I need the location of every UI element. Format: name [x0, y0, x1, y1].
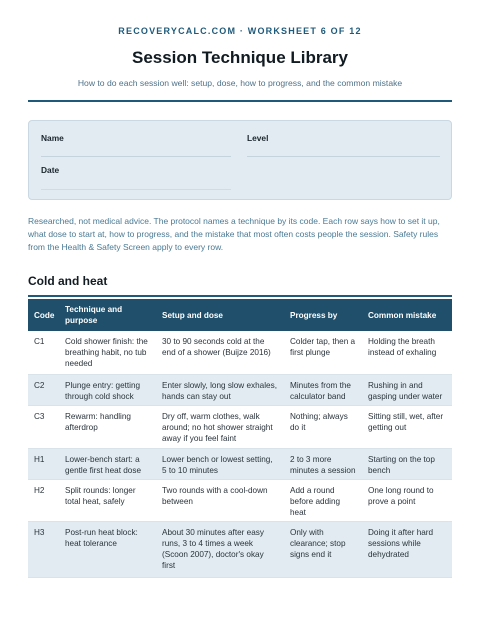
technique-table: [28, 299, 452, 578]
level-field[interactable]: [247, 156, 440, 157]
row-technique: Split rounds: longer total heat, safely: [59, 479, 156, 521]
row-setup: About 30 minutes after easy runs, 3 to 4 times a week (Scoon 2007), doctor's okay first: [156, 521, 284, 577]
row-setup: Lower bench or lowest setting, 5 to 10 minutes: [156, 448, 284, 479]
name-label: Name: [41, 133, 64, 143]
table-row: [28, 521, 452, 577]
row-code: C2: [28, 374, 59, 405]
col-header-technique: Technique and purpose: [59, 299, 156, 331]
table-header-row: [28, 299, 452, 331]
row-mistake: Holding the breath instead of exhaling: [362, 331, 452, 374]
row-code: H1: [28, 448, 59, 479]
row-progress: Nothing; always do it: [284, 405, 362, 448]
col-header-mistake: Common mistake: [362, 299, 452, 331]
section-divider: [28, 295, 452, 297]
row-progress: Minutes from the calculator band: [284, 374, 362, 405]
table-row: [28, 448, 452, 479]
row-progress: Colder tap, then a first plunge: [284, 331, 362, 374]
row-setup: 30 to 90 seconds cold at the end of a shower (Buijze 2016): [156, 331, 284, 374]
worksheet-fields: [28, 120, 452, 200]
row-mistake: Sitting still, wet, after getting out: [362, 405, 452, 448]
row-mistake: Starting on the top bench: [362, 448, 452, 479]
level-label: Level: [247, 133, 269, 143]
row-code: H3: [28, 521, 59, 577]
row-setup: Dry off, warm clothes, walk around; no hot shower straight away if you feel faint: [156, 405, 284, 448]
row-mistake: Rushing in and gasping under water: [362, 374, 452, 405]
row-mistake: Doing it after hard sessions while dehydrated: [362, 521, 452, 577]
row-setup: Enter slowly, long slow exhales, hands can stay out: [156, 374, 284, 405]
row-technique: Cold shower finish: the breathing habit, no tub needed: [59, 331, 156, 374]
table-row: [28, 479, 452, 521]
header-divider: [28, 100, 452, 102]
row-progress: 2 to 3 more minutes a session: [284, 448, 362, 479]
row-code: C3: [28, 405, 59, 448]
row-technique: Rewarm: handling afterdrop: [59, 405, 156, 448]
worksheet-eyebrow: RECOVERYCALC.COM · WORKSHEET 6 OF 12: [118, 26, 362, 36]
row-mistake: One long round to prove a point: [362, 479, 452, 521]
section-heading: Cold and heat: [28, 274, 108, 288]
row-technique: Post-run heat block: heat tolerance: [59, 521, 156, 577]
table-row: [28, 405, 452, 448]
date-label: Date: [41, 165, 60, 175]
intro-paragraph: Researched, not medical advice. The protocol names a technique by its code. Each row says how to set it up, what dose to start at, how to progress, and the mistake that most often costs people the session. Safety rules from the Health & Safety Screen apply to every row.: [28, 216, 440, 252]
row-code: C1: [28, 331, 59, 374]
table-row: [28, 374, 452, 405]
row-technique: Lower-bench start: a gentle first heat dose: [59, 448, 156, 479]
col-header-setup: Setup and dose: [156, 299, 284, 331]
table-row: [28, 331, 452, 374]
row-progress: Add a round before adding heat: [284, 479, 362, 521]
col-header-code: Code: [28, 299, 59, 331]
row-setup: Two rounds with a cool-down between: [156, 479, 284, 521]
page-title: Session Technique Library: [131, 48, 349, 67]
date-field[interactable]: [41, 189, 231, 190]
row-code: H2: [28, 479, 59, 521]
row-progress: Only with clearance; stop signs end it: [284, 521, 362, 577]
col-header-progress: Progress by: [284, 299, 362, 331]
name-field[interactable]: [41, 156, 231, 157]
row-technique: Plunge entry: getting through cold shock: [59, 374, 156, 405]
page-subtitle: How to do each session well: setup, dose, how to progress, and the common mistake: [77, 78, 403, 88]
